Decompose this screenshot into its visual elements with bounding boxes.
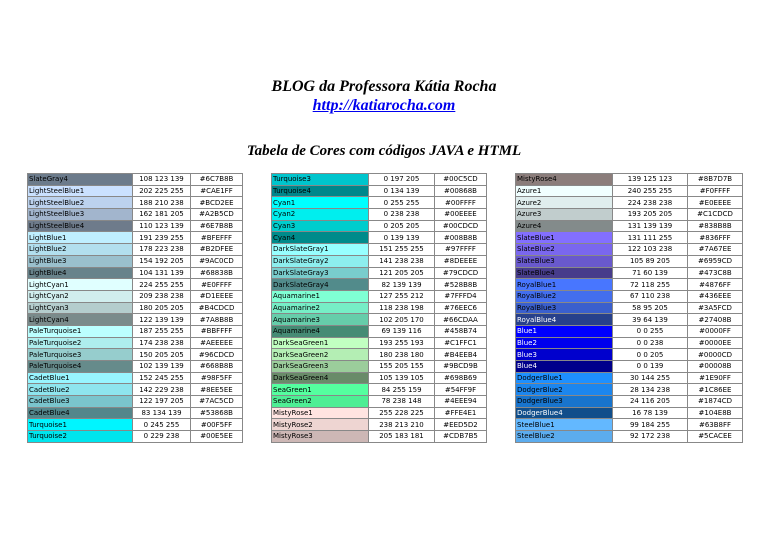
rgb-value: 255 228 225 — [369, 407, 435, 419]
color-row — [516, 325, 743, 337]
hex-code: #E0EEEE — [688, 197, 743, 209]
hex-code: #668B8B — [191, 361, 243, 373]
rgb-value: 71 60 139 — [613, 267, 688, 279]
hex-code: #9BCD9B — [435, 361, 487, 373]
color-row — [516, 197, 743, 209]
rgb-value: 39 64 139 — [613, 314, 688, 326]
hex-code: #838B8B — [688, 220, 743, 232]
color-row — [516, 372, 743, 384]
color-swatch-name: RoyalBlue3 — [516, 302, 613, 314]
hex-code: #7A67EE — [688, 244, 743, 256]
color-swatch-name: LightSteelBlue1 — [28, 185, 133, 197]
hex-code: #B2DFEE — [191, 244, 243, 256]
hex-code: #473C8B — [688, 267, 743, 279]
color-swatch-name: PaleTurquoise3 — [28, 349, 133, 361]
color-swatch-name: LightBlue4 — [28, 267, 133, 279]
color-swatch-name: Azure3 — [516, 209, 613, 221]
hex-code: #00C5CD — [435, 174, 487, 186]
color-swatch-name: PaleTurquoise2 — [28, 337, 133, 349]
rgb-value: 0 0 205 — [613, 349, 688, 361]
color-swatch-name: Turquoise2 — [28, 431, 133, 443]
color-swatch-name: SlateBlue2 — [516, 244, 613, 256]
color-row — [516, 220, 743, 232]
hex-code: #00008B — [688, 361, 743, 373]
rgb-value: 122 103 238 — [613, 244, 688, 256]
color-swatch-name: MistyRose1 — [272, 407, 369, 419]
color-row — [272, 337, 487, 349]
hex-code: #D1EEEE — [191, 290, 243, 302]
rgb-value: 0 255 255 — [369, 197, 435, 209]
color-row — [28, 314, 243, 326]
color-swatch-name: Blue3 — [516, 349, 613, 361]
rgb-value: 127 255 212 — [369, 290, 435, 302]
color-row — [272, 244, 487, 256]
color-swatch-name: RoyalBlue1 — [516, 279, 613, 291]
hex-code: #458B74 — [435, 325, 487, 337]
color-row — [28, 209, 243, 221]
rgb-value: 78 238 148 — [369, 396, 435, 408]
hex-code: #5CACEE — [688, 431, 743, 443]
hex-code: #A2B5CD — [191, 209, 243, 221]
color-swatch-name: DodgerBlue4 — [516, 407, 613, 419]
color-swatch-name: CadetBlue2 — [28, 384, 133, 396]
rgb-value: 193 205 205 — [613, 209, 688, 221]
hex-code: #E0FFFF — [191, 279, 243, 291]
color-row — [272, 174, 487, 186]
color-row — [272, 185, 487, 197]
color-row — [272, 302, 487, 314]
color-swatch-name: LightCyan4 — [28, 314, 133, 326]
color-row — [516, 302, 743, 314]
rgb-value: 122 139 139 — [133, 314, 191, 326]
color-row — [28, 185, 243, 197]
color-row — [516, 267, 743, 279]
color-swatch-name: Turquoise3 — [272, 174, 369, 186]
color-row — [516, 279, 743, 291]
color-row — [272, 267, 487, 279]
color-row — [28, 267, 243, 279]
color-row — [28, 197, 243, 209]
color-row — [28, 419, 243, 431]
hex-code: #3A5FCD — [688, 302, 743, 314]
rgb-value: 142 229 238 — [133, 384, 191, 396]
color-swatch-name: DarkSeaGreen1 — [272, 337, 369, 349]
color-swatch-name: Cyan1 — [272, 197, 369, 209]
color-swatch-name: LightCyan2 — [28, 290, 133, 302]
hex-code: #B4CDCD — [191, 302, 243, 314]
hex-code: #76EEC6 — [435, 302, 487, 314]
color-swatch-name: Cyan4 — [272, 232, 369, 244]
rgb-value: 0 139 139 — [369, 232, 435, 244]
hex-code: #7FFFD4 — [435, 290, 487, 302]
color-row — [516, 337, 743, 349]
rgb-value: 180 205 205 — [133, 302, 191, 314]
color-swatch-name: Blue4 — [516, 361, 613, 373]
color-row — [516, 174, 743, 186]
hex-code: #0000FF — [688, 325, 743, 337]
hex-code: #79CDCD — [435, 267, 487, 279]
color-swatch-name: DodgerBlue2 — [516, 384, 613, 396]
color-swatch-name: SteelBlue2 — [516, 431, 613, 443]
rgb-value: 122 197 205 — [133, 396, 191, 408]
hex-code: #00CDCD — [435, 220, 487, 232]
hex-code: #4EEE94 — [435, 396, 487, 408]
rgb-value: 131 139 139 — [613, 220, 688, 232]
color-row — [272, 384, 487, 396]
color-swatch-name: MistyRose2 — [272, 419, 369, 431]
color-row — [28, 244, 243, 256]
color-swatch-name: DarkSeaGreen3 — [272, 361, 369, 373]
rgb-value: 108 123 139 — [133, 174, 191, 186]
hex-code: #00E5EE — [191, 431, 243, 443]
color-swatch-name: CadetBlue4 — [28, 407, 133, 419]
rgb-value: 69 139 116 — [369, 325, 435, 337]
hex-code: #AEEEEE — [191, 337, 243, 349]
rgb-value: 0 197 205 — [369, 174, 435, 186]
hex-code: #BBFFFF — [191, 325, 243, 337]
color-swatch-name: LightBlue2 — [28, 244, 133, 256]
color-swatch-name: SlateBlue3 — [516, 255, 613, 267]
color-swatch-name: SlateBlue4 — [516, 267, 613, 279]
rgb-value: 105 89 205 — [613, 255, 688, 267]
hex-code: #00EEEE — [435, 209, 487, 221]
color-swatch-name: DarkSeaGreen2 — [272, 349, 369, 361]
color-swatch-name: DarkSlateGray4 — [272, 279, 369, 291]
color-swatch-name: Cyan2 — [272, 209, 369, 221]
color-swatch-name: MistyRose3 — [272, 431, 369, 443]
color-row — [272, 349, 487, 361]
color-row — [272, 290, 487, 302]
hex-code: #104E8B — [688, 407, 743, 419]
color-row — [516, 314, 743, 326]
color-row — [272, 372, 487, 384]
color-swatch-name: Blue1 — [516, 325, 613, 337]
rgb-value: 16 78 139 — [613, 407, 688, 419]
hex-code: #00FFFF — [435, 197, 487, 209]
hex-code: #54FF9F — [435, 384, 487, 396]
color-swatch-name: SteelBlue1 — [516, 419, 613, 431]
rgb-value: 99 184 255 — [613, 419, 688, 431]
hex-code: #66CDAA — [435, 314, 487, 326]
hex-code: #836FFF — [688, 232, 743, 244]
color-swatch-name: LightCyan3 — [28, 302, 133, 314]
color-row — [272, 325, 487, 337]
color-swatch-name: Azure2 — [516, 197, 613, 209]
document-subtitle: Tabela de Cores com códigos JAVA e HTML — [246, 143, 522, 159]
hex-code: #6959CD — [688, 255, 743, 267]
color-swatch-name: LightBlue3 — [28, 255, 133, 267]
color-swatch-name: Turquoise4 — [272, 185, 369, 197]
color-row — [516, 384, 743, 396]
color-row — [28, 349, 243, 361]
color-swatch-name: LightSteelBlue4 — [28, 220, 133, 232]
color-swatch-name: DarkSeaGreen4 — [272, 372, 369, 384]
hex-code: #8DEEEE — [435, 255, 487, 267]
hex-code: #97FFFF — [435, 244, 487, 256]
hex-code: #7A8B8B — [191, 314, 243, 326]
color-row — [516, 232, 743, 244]
hex-code: #EED5D2 — [435, 419, 487, 431]
color-swatch-name: PaleTurquoise1 — [28, 325, 133, 337]
rgb-value: 92 172 238 — [613, 431, 688, 443]
rgb-value: 84 255 159 — [369, 384, 435, 396]
color-row — [28, 372, 243, 384]
hex-code: #F0FFFF — [688, 185, 743, 197]
hex-code: #1E90FF — [688, 372, 743, 384]
rgb-value: 151 255 255 — [369, 244, 435, 256]
color-table-column-1 — [27, 173, 243, 443]
rgb-value: 155 205 155 — [369, 361, 435, 373]
hex-code: #27408B — [688, 314, 743, 326]
color-row — [516, 407, 743, 419]
rgb-value: 0 134 139 — [369, 185, 435, 197]
color-row — [28, 325, 243, 337]
rgb-value: 139 125 123 — [613, 174, 688, 186]
color-row — [516, 361, 743, 373]
hex-code: #8B7D7B — [688, 174, 743, 186]
color-row — [28, 384, 243, 396]
color-row — [28, 361, 243, 373]
rgb-value: 162 181 205 — [133, 209, 191, 221]
rgb-value: 180 238 180 — [369, 349, 435, 361]
color-swatch-name: Aquamarine2 — [272, 302, 369, 314]
rgb-value: 191 239 255 — [133, 232, 191, 244]
rgb-value: 150 205 205 — [133, 349, 191, 361]
rgb-value: 102 139 139 — [133, 361, 191, 373]
hex-code: #FFE4E1 — [435, 407, 487, 419]
rgb-value: 141 238 238 — [369, 255, 435, 267]
color-row — [28, 337, 243, 349]
hex-code: #7AC5CD — [191, 396, 243, 408]
color-row — [272, 279, 487, 291]
color-swatch-name: Blue2 — [516, 337, 613, 349]
rgb-value: 0 238 238 — [369, 209, 435, 221]
hex-code: #698B69 — [435, 372, 487, 384]
hex-code: #1C86EE — [688, 384, 743, 396]
color-row — [516, 255, 743, 267]
color-row — [28, 290, 243, 302]
color-row — [516, 431, 743, 443]
hex-code: #0000EE — [688, 337, 743, 349]
color-row — [272, 197, 487, 209]
color-row — [28, 279, 243, 291]
color-swatch-name: Aquamarine1 — [272, 290, 369, 302]
rgb-value: 0 229 238 — [133, 431, 191, 443]
color-row — [28, 396, 243, 408]
color-swatch-name: SlateBlue1 — [516, 232, 613, 244]
hex-code: #53868B — [191, 407, 243, 419]
color-row — [272, 396, 487, 408]
rgb-value: 0 205 205 — [369, 220, 435, 232]
color-swatch-name: Aquamarine3 — [272, 314, 369, 326]
rgb-value: 104 131 139 — [133, 267, 191, 279]
hex-code: #B4EEB4 — [435, 349, 487, 361]
blog-link[interactable]: http://katiarocha.com — [312, 97, 456, 114]
rgb-value: 178 223 238 — [133, 244, 191, 256]
hex-code: #1874CD — [688, 396, 743, 408]
rgb-value: 188 210 238 — [133, 197, 191, 209]
hex-code: #436EEE — [688, 290, 743, 302]
color-row — [516, 185, 743, 197]
hex-code: #528B8B — [435, 279, 487, 291]
color-row — [28, 220, 243, 232]
color-swatch-name: LightSteelBlue2 — [28, 197, 133, 209]
color-swatch-name: SeaGreen2 — [272, 396, 369, 408]
rgb-value: 209 238 238 — [133, 290, 191, 302]
hex-code: #008B8B — [435, 232, 487, 244]
hex-code: #96CDCD — [191, 349, 243, 361]
color-table-column-2 — [271, 173, 487, 443]
rgb-value: 82 139 139 — [369, 279, 435, 291]
color-row — [516, 244, 743, 256]
hex-code: #CDB7B5 — [435, 431, 487, 443]
color-swatch-name: RoyalBlue4 — [516, 314, 613, 326]
color-row — [28, 255, 243, 267]
color-row — [516, 290, 743, 302]
hex-code: #6C7B8B — [191, 174, 243, 186]
rgb-value: 131 111 255 — [613, 232, 688, 244]
rgb-value: 0 245 255 — [133, 419, 191, 431]
rgb-value: 105 139 105 — [369, 372, 435, 384]
color-swatch-name: SlateGray4 — [28, 174, 133, 186]
color-swatch-name: Turquoise1 — [28, 419, 133, 431]
rgb-value: 118 238 198 — [369, 302, 435, 314]
rgb-value: 102 205 170 — [369, 314, 435, 326]
rgb-value: 67 110 238 — [613, 290, 688, 302]
rgb-value: 0 0 255 — [613, 325, 688, 337]
color-row — [272, 314, 487, 326]
color-swatch-name: LightSteelBlue3 — [28, 209, 133, 221]
color-row — [272, 220, 487, 232]
color-row — [272, 431, 487, 443]
rgb-value: 110 123 139 — [133, 220, 191, 232]
hex-code: #8EE5EE — [191, 384, 243, 396]
color-swatch-name: DodgerBlue3 — [516, 396, 613, 408]
hex-code: #6E7B8B — [191, 220, 243, 232]
hex-code: #BFEFFF — [191, 232, 243, 244]
color-row — [28, 174, 243, 186]
rgb-value: 28 134 238 — [613, 384, 688, 396]
color-swatch-name: LightBlue1 — [28, 232, 133, 244]
color-swatch-name: DodgerBlue1 — [516, 372, 613, 384]
hex-code: #9AC0CD — [191, 255, 243, 267]
rgb-value: 83 134 139 — [133, 407, 191, 419]
color-table-column-3 — [515, 173, 743, 443]
rgb-value: 174 238 238 — [133, 337, 191, 349]
color-row — [272, 361, 487, 373]
rgb-value: 202 225 255 — [133, 185, 191, 197]
rgb-value: 224 238 238 — [613, 197, 688, 209]
hex-code: #68838B — [191, 267, 243, 279]
hex-code: #00868B — [435, 185, 487, 197]
color-swatch-name: CadetBlue3 — [28, 396, 133, 408]
color-row — [272, 419, 487, 431]
rgb-value: 58 95 205 — [613, 302, 688, 314]
color-row — [272, 255, 487, 267]
hex-code: #00F5FF — [191, 419, 243, 431]
color-swatch-name: MistyRose4 — [516, 174, 613, 186]
color-row — [28, 232, 243, 244]
hex-code: #C1FFC1 — [435, 337, 487, 349]
color-swatch-name: DarkSlateGray1 — [272, 244, 369, 256]
color-swatch-name: LightCyan1 — [28, 279, 133, 291]
color-row — [516, 209, 743, 221]
color-row — [516, 396, 743, 408]
hex-code: #98F5FF — [191, 372, 243, 384]
rgb-value: 0 0 238 — [613, 337, 688, 349]
color-swatch-name: Cyan3 — [272, 220, 369, 232]
rgb-value: 187 255 255 — [133, 325, 191, 337]
color-swatch-name: SeaGreen1 — [272, 384, 369, 396]
rgb-value: 0 0 139 — [613, 361, 688, 373]
color-row — [272, 232, 487, 244]
hex-code: #63B8FF — [688, 419, 743, 431]
document-title: BLOG da Professora Kátia Rocha — [271, 78, 497, 95]
color-row — [272, 407, 487, 419]
color-swatch-name: PaleTurquoise4 — [28, 361, 133, 373]
rgb-value: 152 245 255 — [133, 372, 191, 384]
hex-code: #0000CD — [688, 349, 743, 361]
color-swatch-name: Aquamarine4 — [272, 325, 369, 337]
rgb-value: 240 255 255 — [613, 185, 688, 197]
rgb-value: 205 183 181 — [369, 431, 435, 443]
color-row — [516, 419, 743, 431]
color-row — [272, 209, 487, 221]
hex-code: #BCD2EE — [191, 197, 243, 209]
color-swatch-name: CadetBlue1 — [28, 372, 133, 384]
color-swatch-name: DarkSlateGray3 — [272, 267, 369, 279]
color-row — [28, 431, 243, 443]
rgb-value: 154 192 205 — [133, 255, 191, 267]
hex-code: #C1CDCD — [688, 209, 743, 221]
color-row — [28, 302, 243, 314]
color-row — [28, 407, 243, 419]
rgb-value: 121 205 205 — [369, 267, 435, 279]
rgb-value: 72 118 255 — [613, 279, 688, 291]
color-swatch-name: RoyalBlue2 — [516, 290, 613, 302]
color-row — [516, 349, 743, 361]
rgb-value: 24 116 205 — [613, 396, 688, 408]
color-swatch-name: Azure1 — [516, 185, 613, 197]
rgb-value: 224 255 255 — [133, 279, 191, 291]
rgb-value: 238 213 210 — [369, 419, 435, 431]
hex-code: #CAE1FF — [191, 185, 243, 197]
hex-code: #4876FF — [688, 279, 743, 291]
rgb-value: 193 255 193 — [369, 337, 435, 349]
color-swatch-name: Azure4 — [516, 220, 613, 232]
color-swatch-name: DarkSlateGray2 — [272, 255, 369, 267]
rgb-value: 30 144 255 — [613, 372, 688, 384]
